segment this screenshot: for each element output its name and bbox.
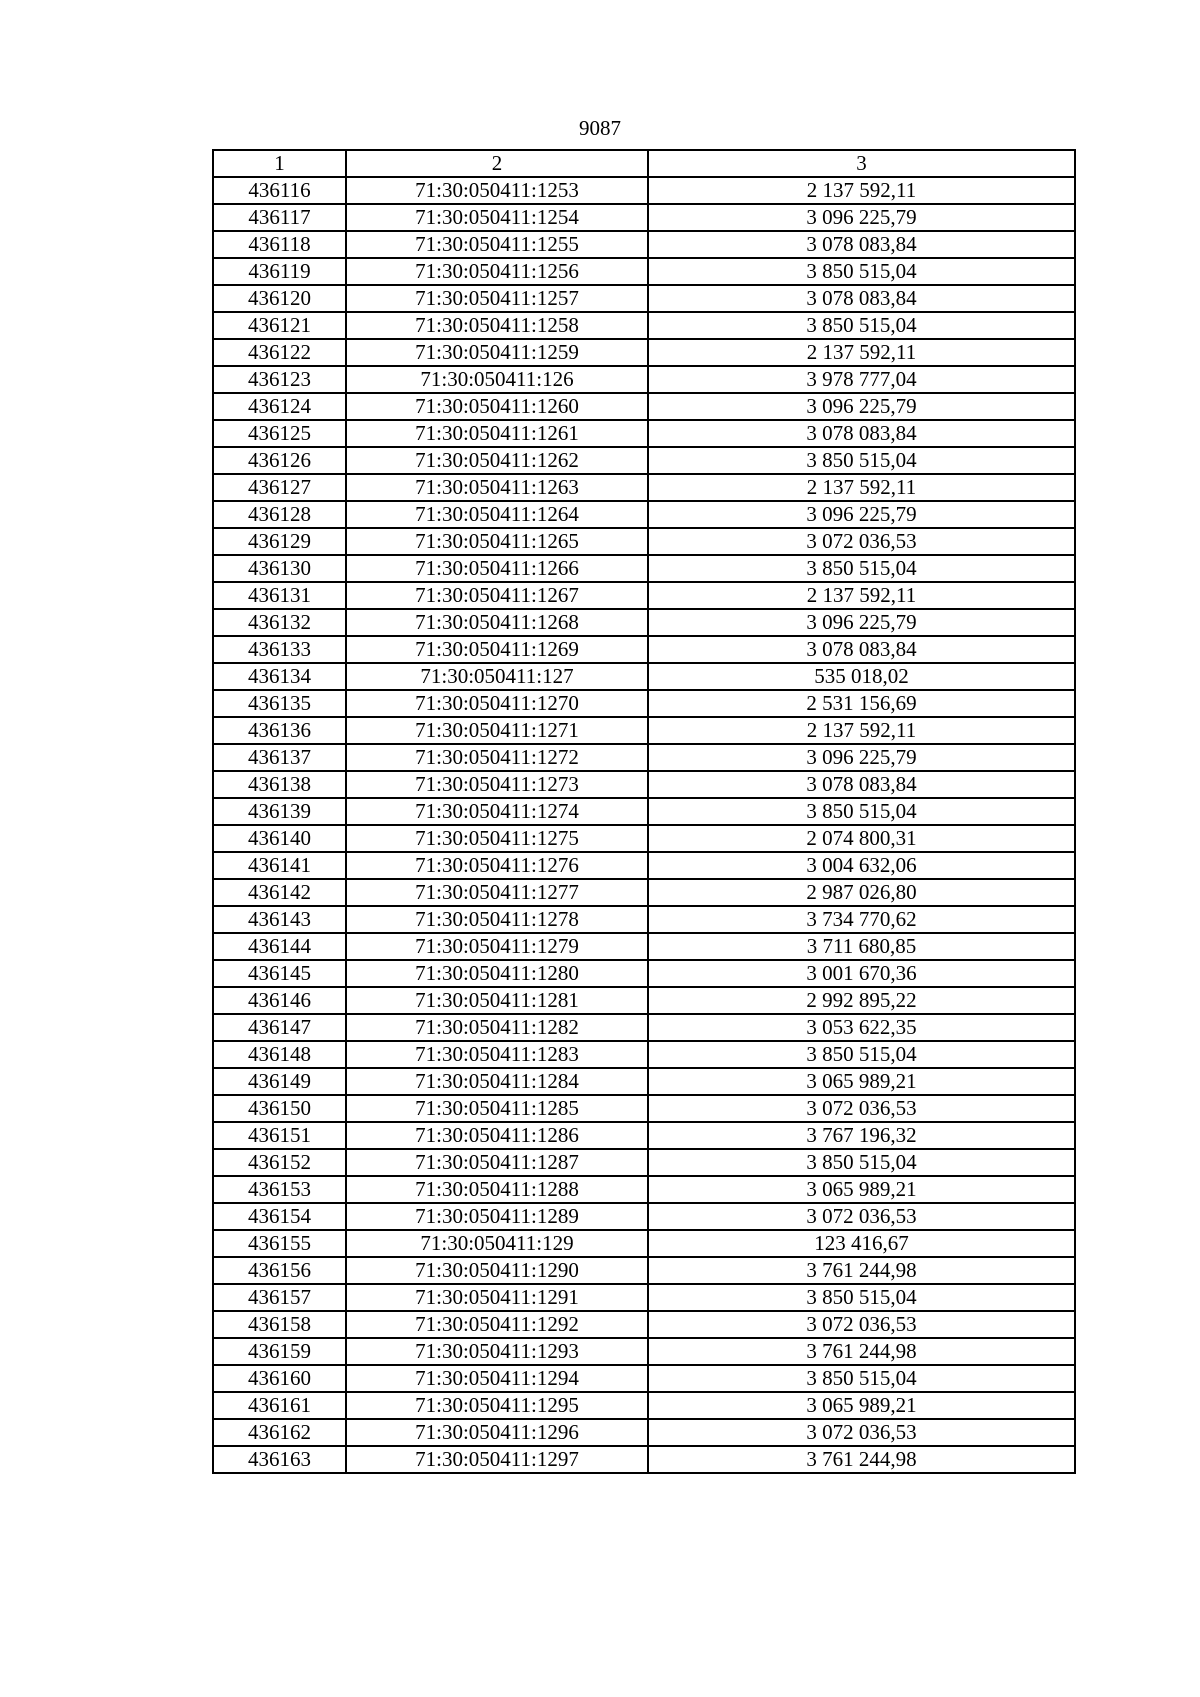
row-number-cell: 436132 (213, 609, 346, 636)
page-number: 9087 (579, 116, 621, 140)
table-row (213, 798, 1075, 825)
value-cell: 123 416,67 (648, 1230, 1075, 1257)
column-header-3: 3 (648, 150, 1075, 177)
cadastral-number-cell: 71:30:050411:1291 (346, 1284, 648, 1311)
row-number-cell: 436163 (213, 1446, 346, 1473)
value-cell: 3 078 083,84 (648, 231, 1075, 258)
value-cell: 3 096 225,79 (648, 393, 1075, 420)
cadastral-number-cell: 71:30:050411:1289 (346, 1203, 648, 1230)
table-row (213, 879, 1075, 906)
cadastral-number-cell: 71:30:050411:1281 (346, 987, 648, 1014)
cadastral-number-cell: 71:30:050411:1290 (346, 1257, 648, 1284)
row-number-cell: 436116 (213, 177, 346, 204)
row-number-cell: 436159 (213, 1338, 346, 1365)
table-row (213, 1149, 1075, 1176)
row-number-cell: 436126 (213, 447, 346, 474)
value-cell: 3 065 989,21 (648, 1068, 1075, 1095)
table-row (213, 690, 1075, 717)
value-cell: 3 078 083,84 (648, 420, 1075, 447)
value-cell: 3 850 515,04 (648, 312, 1075, 339)
table-row (213, 987, 1075, 1014)
value-cell: 2 074 800,31 (648, 825, 1075, 852)
cadastral-number-cell: 71:30:050411:126 (346, 366, 648, 393)
value-cell: 3 761 244,98 (648, 1338, 1075, 1365)
cadastral-number-cell: 71:30:050411:1271 (346, 717, 648, 744)
cadastral-number-cell: 71:30:050411:1272 (346, 744, 648, 771)
cadastral-number-cell: 71:30:050411:1259 (346, 339, 648, 366)
row-number-cell: 436122 (213, 339, 346, 366)
row-number-cell: 436137 (213, 744, 346, 771)
row-number-cell: 436157 (213, 1284, 346, 1311)
cadastral-number-cell: 71:30:050411:129 (346, 1230, 648, 1257)
value-cell: 2 987 026,80 (648, 879, 1075, 906)
table-row (213, 1392, 1075, 1419)
table-row (213, 1446, 1075, 1473)
row-number-cell: 436128 (213, 501, 346, 528)
cadastral-number-cell: 71:30:050411:1260 (346, 393, 648, 420)
row-number-cell: 436127 (213, 474, 346, 501)
cadastral-number-cell: 71:30:050411:1294 (346, 1365, 648, 1392)
value-cell: 3 078 083,84 (648, 285, 1075, 312)
row-number-cell: 436152 (213, 1149, 346, 1176)
cadastral-number-cell: 71:30:050411:127 (346, 663, 648, 690)
table-row (213, 1257, 1075, 1284)
value-cell: 3 767 196,32 (648, 1122, 1075, 1149)
value-cell: 3 072 036,53 (648, 1095, 1075, 1122)
table-row (213, 555, 1075, 582)
value-cell: 3 761 244,98 (648, 1446, 1075, 1473)
value-cell: 3 978 777,04 (648, 366, 1075, 393)
value-cell: 3 096 225,79 (648, 501, 1075, 528)
table-row (213, 528, 1075, 555)
table-row (213, 744, 1075, 771)
table-row (213, 663, 1075, 690)
cadastral-number-cell: 71:30:050411:1279 (346, 933, 648, 960)
table-row (213, 366, 1075, 393)
value-cell: 3 004 632,06 (648, 852, 1075, 879)
table-row (213, 771, 1075, 798)
cadastral-number-cell: 71:30:050411:1267 (346, 582, 648, 609)
table-row (213, 1014, 1075, 1041)
row-number-cell: 436138 (213, 771, 346, 798)
row-number-cell: 436131 (213, 582, 346, 609)
cadastral-number-cell: 71:30:050411:1261 (346, 420, 648, 447)
value-cell: 3 096 225,79 (648, 744, 1075, 771)
table-row (213, 285, 1075, 312)
cadastral-number-cell: 71:30:050411:1283 (346, 1041, 648, 1068)
cadastral-number-cell: 71:30:050411:1270 (346, 690, 648, 717)
table-row (213, 582, 1075, 609)
row-number-cell: 436149 (213, 1068, 346, 1095)
table-row (213, 393, 1075, 420)
cadastral-number-cell: 71:30:050411:1257 (346, 285, 648, 312)
cadastral-number-cell: 71:30:050411:1276 (346, 852, 648, 879)
value-cell: 2 137 592,11 (648, 582, 1075, 609)
value-cell: 3 850 515,04 (648, 447, 1075, 474)
cadastral-number-cell: 71:30:050411:1285 (346, 1095, 648, 1122)
value-cell: 3 001 670,36 (648, 960, 1075, 987)
cadastral-number-cell: 71:30:050411:1265 (346, 528, 648, 555)
row-number-cell: 436125 (213, 420, 346, 447)
row-number-cell: 436146 (213, 987, 346, 1014)
table-row (213, 852, 1075, 879)
table-row (213, 177, 1075, 204)
table-row (213, 1365, 1075, 1392)
table-row (213, 825, 1075, 852)
value-cell: 3 072 036,53 (648, 1311, 1075, 1338)
table-row (213, 420, 1075, 447)
column-header-1: 1 (213, 150, 346, 177)
data-table (212, 149, 1076, 1474)
row-number-cell: 436160 (213, 1365, 346, 1392)
cadastral-number-cell: 71:30:050411:1284 (346, 1068, 648, 1095)
table-row (213, 474, 1075, 501)
row-number-cell: 436120 (213, 285, 346, 312)
cadastral-number-cell: 71:30:050411:1269 (346, 636, 648, 663)
table-row (213, 1203, 1075, 1230)
cadastral-number-cell: 71:30:050411:1275 (346, 825, 648, 852)
table-row (213, 447, 1075, 474)
value-cell: 2 137 592,11 (648, 177, 1075, 204)
table-row (213, 1122, 1075, 1149)
table-row (213, 1230, 1075, 1257)
row-number-cell: 436150 (213, 1095, 346, 1122)
row-number-cell: 436148 (213, 1041, 346, 1068)
row-number-cell: 436117 (213, 204, 346, 231)
table-header-row (213, 150, 1075, 177)
row-number-cell: 436142 (213, 879, 346, 906)
column-header-2: 2 (346, 150, 648, 177)
cadastral-number-cell: 71:30:050411:1254 (346, 204, 648, 231)
row-number-cell: 436158 (213, 1311, 346, 1338)
cadastral-number-cell: 71:30:050411:1277 (346, 879, 648, 906)
cadastral-number-cell: 71:30:050411:1256 (346, 258, 648, 285)
value-cell: 2 531 156,69 (648, 690, 1075, 717)
value-cell: 3 850 515,04 (648, 1284, 1075, 1311)
table-row (213, 204, 1075, 231)
table-row (213, 1311, 1075, 1338)
table-row (213, 1284, 1075, 1311)
cadastral-number-cell: 71:30:050411:1297 (346, 1446, 648, 1473)
cadastral-number-cell: 71:30:050411:1266 (346, 555, 648, 582)
cadastral-number-cell: 71:30:050411:1274 (346, 798, 648, 825)
cadastral-number-cell: 71:30:050411:1262 (346, 447, 648, 474)
table-row (213, 1095, 1075, 1122)
row-number-cell: 436139 (213, 798, 346, 825)
row-number-cell: 436141 (213, 852, 346, 879)
value-cell: 3 850 515,04 (648, 258, 1075, 285)
value-cell: 535 018,02 (648, 663, 1075, 690)
row-number-cell: 436155 (213, 1230, 346, 1257)
row-number-cell: 436161 (213, 1392, 346, 1419)
value-cell: 3 096 225,79 (648, 609, 1075, 636)
cadastral-number-cell: 71:30:050411:1263 (346, 474, 648, 501)
row-number-cell: 436134 (213, 663, 346, 690)
row-number-cell: 436154 (213, 1203, 346, 1230)
cadastral-number-cell: 71:30:050411:1286 (346, 1122, 648, 1149)
row-number-cell: 436123 (213, 366, 346, 393)
cadastral-number-cell: 71:30:050411:1278 (346, 906, 648, 933)
row-number-cell: 436147 (213, 1014, 346, 1041)
row-number-cell: 436133 (213, 636, 346, 663)
table-row (213, 1419, 1075, 1446)
table-row (213, 1176, 1075, 1203)
row-number-cell: 436121 (213, 312, 346, 339)
value-cell: 2 137 592,11 (648, 339, 1075, 366)
value-cell: 3 072 036,53 (648, 528, 1075, 555)
table-row (213, 717, 1075, 744)
value-cell: 3 850 515,04 (648, 1365, 1075, 1392)
table-row (213, 231, 1075, 258)
value-cell: 2 137 592,11 (648, 474, 1075, 501)
cadastral-number-cell: 71:30:050411:1287 (346, 1149, 648, 1176)
row-number-cell: 436129 (213, 528, 346, 555)
cadastral-number-cell: 71:30:050411:1273 (346, 771, 648, 798)
value-cell: 3 065 989,21 (648, 1392, 1075, 1419)
value-cell: 3 072 036,53 (648, 1203, 1075, 1230)
table-row (213, 258, 1075, 285)
table-row (213, 1068, 1075, 1095)
cadastral-number-cell: 71:30:050411:1280 (346, 960, 648, 987)
row-number-cell: 436135 (213, 690, 346, 717)
cadastral-number-cell: 71:30:050411:1288 (346, 1176, 648, 1203)
row-number-cell: 436124 (213, 393, 346, 420)
table-row (213, 906, 1075, 933)
cadastral-number-cell: 71:30:050411:1253 (346, 177, 648, 204)
row-number-cell: 436153 (213, 1176, 346, 1203)
value-cell: 3 078 083,84 (648, 771, 1075, 798)
row-number-cell: 436162 (213, 1419, 346, 1446)
value-cell: 3 078 083,84 (648, 636, 1075, 663)
table-row (213, 933, 1075, 960)
row-number-cell: 436144 (213, 933, 346, 960)
table-row (213, 960, 1075, 987)
cadastral-number-cell: 71:30:050411:1268 (346, 609, 648, 636)
row-number-cell: 436119 (213, 258, 346, 285)
table-row (213, 1338, 1075, 1365)
cadastral-number-cell: 71:30:050411:1282 (346, 1014, 648, 1041)
value-cell: 3 850 515,04 (648, 555, 1075, 582)
row-number-cell: 436118 (213, 231, 346, 258)
row-number-cell: 436143 (213, 906, 346, 933)
table-row (213, 636, 1075, 663)
table-row (213, 1041, 1075, 1068)
value-cell: 3 096 225,79 (648, 204, 1075, 231)
table-body (213, 150, 1075, 1473)
cadastral-number-cell: 71:30:050411:1264 (346, 501, 648, 528)
value-cell: 2 137 592,11 (648, 717, 1075, 744)
table-row (213, 312, 1075, 339)
row-number-cell: 436145 (213, 960, 346, 987)
value-cell: 3 053 622,35 (648, 1014, 1075, 1041)
value-cell: 3 065 989,21 (648, 1176, 1075, 1203)
row-number-cell: 436151 (213, 1122, 346, 1149)
value-cell: 3 072 036,53 (648, 1419, 1075, 1446)
table-row (213, 609, 1075, 636)
row-number-cell: 436156 (213, 1257, 346, 1284)
row-number-cell: 436130 (213, 555, 346, 582)
row-number-cell: 436136 (213, 717, 346, 744)
value-cell: 3 761 244,98 (648, 1257, 1075, 1284)
cadastral-number-cell: 71:30:050411:1295 (346, 1392, 648, 1419)
cadastral-number-cell: 71:30:050411:1292 (346, 1311, 648, 1338)
value-cell: 3 850 515,04 (648, 1149, 1075, 1176)
table-row (213, 339, 1075, 366)
table-row (213, 501, 1075, 528)
cadastral-number-cell: 71:30:050411:1296 (346, 1419, 648, 1446)
cadastral-number-cell: 71:30:050411:1258 (346, 312, 648, 339)
value-cell: 3 711 680,85 (648, 933, 1075, 960)
cadastral-number-cell: 71:30:050411:1293 (346, 1338, 648, 1365)
value-cell: 2 992 895,22 (648, 987, 1075, 1014)
value-cell: 3 734 770,62 (648, 906, 1075, 933)
row-number-cell: 436140 (213, 825, 346, 852)
value-cell: 3 850 515,04 (648, 798, 1075, 825)
value-cell: 3 850 515,04 (648, 1041, 1075, 1068)
cadastral-number-cell: 71:30:050411:1255 (346, 231, 648, 258)
